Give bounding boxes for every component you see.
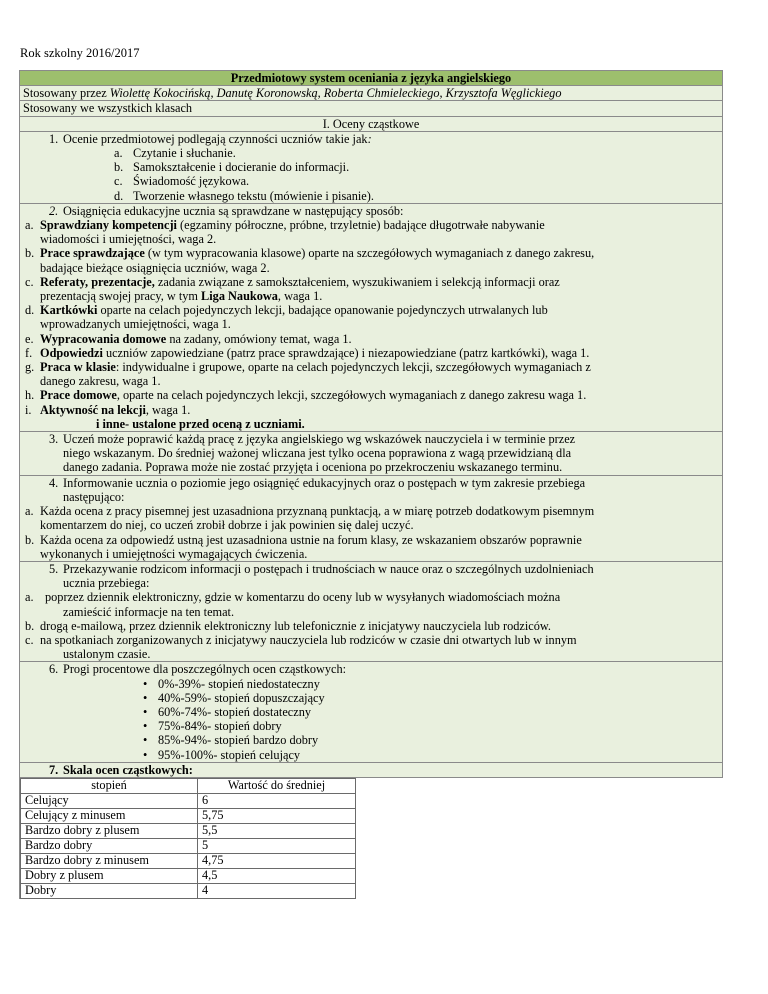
point-6 xyxy=(19,662,723,762)
document-title: Przedmiotowy system oceniania z języka angielskiego xyxy=(19,70,723,86)
list-item xyxy=(23,403,719,417)
point-5-text: ucznia przebiega: xyxy=(63,576,150,591)
item-marker: a. xyxy=(25,218,34,233)
threshold-item xyxy=(143,747,719,762)
item-bold: Odpowiedzi xyxy=(40,345,103,360)
item-text-cont: , waga 1. xyxy=(277,289,323,304)
list-item xyxy=(23,218,719,232)
item-bold: Prace sprawdzające xyxy=(40,246,145,261)
threshold-text: 40%-59%- stopień dopuszczający xyxy=(158,690,325,705)
item-text: na zadany, omówiony temat, waga 1. xyxy=(166,331,352,346)
item-marker: h. xyxy=(25,388,35,403)
used-by-row xyxy=(19,86,723,101)
grade-name: Bardzo dobry z plusem xyxy=(21,823,198,838)
grade-value: 5 xyxy=(198,838,356,853)
grade-value: 6 xyxy=(198,793,356,808)
table-header-row xyxy=(21,778,356,793)
list-item xyxy=(23,189,719,203)
grade-value: 5,75 xyxy=(198,808,356,823)
item-marker: a. xyxy=(25,590,34,605)
threshold-text: 0%-39%- stopień niedostateczny xyxy=(158,676,320,691)
item-marker: c. xyxy=(114,174,123,189)
used-in-row: Stosowany we wszystkich klasach xyxy=(19,101,723,116)
other-methods: i inne- ustalone przed oceną z uczniami. xyxy=(96,416,305,431)
point-1 xyxy=(19,132,723,204)
point-7-number: 7. xyxy=(49,762,59,777)
section-heading: I. Oceny cząstkowe xyxy=(19,117,723,132)
point-4-text: Informowanie ucznia o poziomie jego osiągnięć edukacyjnych oraz o postępach w tym zakresie przebiega xyxy=(63,475,586,490)
point-4-text: następująco: xyxy=(63,489,125,504)
bullet-icon: • xyxy=(143,719,148,734)
item-marker: b. xyxy=(114,160,124,175)
threshold-text: 60%-74%- stopień dostateczny xyxy=(158,704,311,719)
list-item xyxy=(23,388,719,402)
threshold-item xyxy=(143,733,719,748)
point-5-a: poprzez dziennik elektroniczny, gdzie w komentarzu do oceny lub w wysyłanych wiadomościach można xyxy=(45,590,561,605)
item-text: zadania związane z samokształceniem, wyszukiwaniem i selekcją informacji oraz xyxy=(154,274,560,289)
grade-scale-table xyxy=(20,778,356,899)
point-7-text: Skala ocen cząstkowych: xyxy=(63,762,193,777)
point-5-c: na spotkaniach zorganizowanych z inicjatywy nauczyciela lub rodziców w czasie dni otwartych lub w innym xyxy=(40,632,577,647)
list-item xyxy=(23,174,719,188)
table-row xyxy=(21,823,356,838)
grade-name: Celujący xyxy=(21,793,198,808)
point-5-a: zamieścić informacje na ten temat. xyxy=(63,604,235,619)
item-bold: Sprawdziany kompetencji xyxy=(40,218,177,233)
point-5 xyxy=(19,562,723,662)
item-marker: b. xyxy=(25,532,35,547)
table-row xyxy=(21,838,356,853)
item-marker: c. xyxy=(25,274,34,289)
item-text-cont: prezentacją swojej pracy, w tym xyxy=(40,289,202,304)
grading-document xyxy=(19,70,723,899)
point-3-text: niego wskazanym. Do średniej ważonej wliczana jest tylko ocena poprawiona z wagą przewidzianą dla xyxy=(63,446,572,461)
list-item xyxy=(23,246,719,260)
threshold-text: 95%-100%- stopień celujący xyxy=(158,747,301,762)
bullet-icon: • xyxy=(143,704,148,719)
item-text-cont: wiadomości i umiejętności, waga 2. xyxy=(40,232,217,247)
grade-value: 4,5 xyxy=(198,868,356,883)
header-value: Wartość do średniej xyxy=(198,778,356,793)
list-item xyxy=(23,332,719,346)
list-item xyxy=(23,303,719,317)
point-5-c: ustalonym czasie. xyxy=(63,647,151,662)
table-row xyxy=(21,868,356,883)
threshold-item xyxy=(143,719,719,734)
grade-name: Dobry z plusem xyxy=(21,868,198,883)
item-bold: Praca w klasie xyxy=(40,360,116,375)
header-grade: stopień xyxy=(21,778,198,793)
item-text: Czytanie i słuchanie. xyxy=(133,146,236,161)
item-marker: c. xyxy=(25,632,34,647)
point-2 xyxy=(19,204,723,432)
list-item xyxy=(23,146,719,160)
table-row xyxy=(21,808,356,823)
item-bold: Prace domowe xyxy=(40,388,117,403)
item-marker: d. xyxy=(25,303,35,318)
item-text: , waga 1. xyxy=(145,402,191,417)
bullet-icon: • xyxy=(143,747,148,762)
item-text: (egzaminy półroczne, próbne, trzyletnie) badające długotrwałe nabywanie xyxy=(176,218,545,233)
list-item xyxy=(23,275,719,289)
school-year: Rok szkolny 2016/2017 xyxy=(20,46,140,60)
bullet-icon: • xyxy=(143,733,148,748)
item-text: uczniów zapowiedziane (patrz prace sprawdzające) i niezapowiedziane (patrz kartkówki), waga 1. xyxy=(102,345,590,360)
point-5-text: Przekazywanie rodzicom informacji o postępach i trudnościach w nauce oraz o szczególnych uzdolnieniach xyxy=(63,561,594,576)
teacher-names: Wiolettę Kokocińską, Danutę Koronowską, Roberta Chmieleckiego, Krzysztofa Węglickiego xyxy=(109,86,562,101)
item-text: , oparte na celach pojedynczych lekcji, szczegółowych wymaganiach z danego zakresu waga 1. xyxy=(116,388,587,403)
point-4-b: wykonanych i umiejętności wymagających ćwiczenia. xyxy=(40,546,308,561)
liga-naukowa: Liga Naukowa xyxy=(201,289,278,304)
used-by-prefix: Stosowany przez xyxy=(23,86,110,101)
grade-value: 5,5 xyxy=(198,823,356,838)
point-7 xyxy=(19,763,723,778)
item-marker: a. xyxy=(25,504,34,519)
grade-name: Celujący z minusem xyxy=(21,808,198,823)
point-4-number: 4. xyxy=(49,475,59,490)
item-text: Tworzenie własnego tekstu (mówienie i pisanie). xyxy=(133,188,374,203)
point-4-a: komentarzem do niej, co uczeń zrobił dobrze i jak powinien się dalej uczyć. xyxy=(40,518,414,533)
item-marker: i. xyxy=(25,402,32,417)
item-marker: g. xyxy=(25,360,35,375)
point-3-text: danego zadania. Poprawa może nie zostać przyjęta i oceniona po przekroczeniu wskazanego terminu. xyxy=(63,460,563,475)
list-item xyxy=(23,160,719,174)
item-marker: d. xyxy=(114,188,124,203)
point-1-number: 1. xyxy=(49,131,59,146)
item-bold: Kartkówki xyxy=(40,303,98,318)
point-4-b: Każda ocena za odpowiedź ustną jest uzasadniona ustnie na forum klasy, ze wskazaniem obszarów poprawnie xyxy=(40,532,582,547)
table-row xyxy=(21,793,356,808)
threshold-item xyxy=(143,704,719,719)
point-6-number: 6. xyxy=(49,662,59,677)
point-2-number: 2. xyxy=(49,203,59,218)
bullet-icon: • xyxy=(143,690,148,705)
point-3-number: 3. xyxy=(49,432,59,447)
item-text-cont: wprowadzanych umiejętności, waga 1. xyxy=(40,317,231,332)
grade-scale-wrap xyxy=(19,778,723,899)
grade-name: Dobry xyxy=(21,883,198,898)
item-text: (w tym wypracowania klasowe) oparte na szczegółowych wymaganiach z danego zakresu, xyxy=(144,246,595,261)
point-4-a: Każda ocena z pracy pisemnej jest uzasadniona przyznaną punktacją, a w miarę potrzeb dodatkowym pisemnym xyxy=(40,504,595,519)
threshold-text: 75%-84%- stopień dobry xyxy=(158,719,282,734)
threshold-text: 85%-94%- stopień bardzo dobry xyxy=(158,733,319,748)
point-3-text: Uczeń może poprawić każdą pracę z języka angielskiego wg wskazówek nauczyciela i w terminie przez xyxy=(63,432,576,447)
grade-value: 4,75 xyxy=(198,853,356,868)
list-item xyxy=(23,360,719,374)
point-4 xyxy=(19,476,723,562)
item-marker: a. xyxy=(114,146,123,161)
item-marker: e. xyxy=(25,331,34,346)
list-item xyxy=(23,346,719,360)
item-bold: Aktywność na lekcji xyxy=(40,402,146,417)
table-row xyxy=(21,853,356,868)
point-2-text: Osiągnięcia edukacyjne ucznia są sprawdzane w następujący sposób: xyxy=(63,203,404,218)
grade-value: 4 xyxy=(198,883,356,898)
grade-name: Bardzo dobry xyxy=(21,838,198,853)
point-6-text: Progi procentowe dla poszczególnych ocen cząstkowych: xyxy=(63,662,347,677)
item-text-cont: badające bieżące osiągnięcia uczniów, waga 2. xyxy=(40,260,270,275)
item-marker: b. xyxy=(25,246,35,261)
item-marker: f. xyxy=(25,345,33,360)
item-text: Samokształcenie i docieranie do informacji. xyxy=(133,160,350,175)
item-marker: b. xyxy=(25,618,35,633)
point-5-number: 5. xyxy=(49,561,59,576)
point-3 xyxy=(19,432,723,476)
item-text: Świadomość językowa. xyxy=(133,174,250,189)
table-row xyxy=(21,883,356,898)
point-1-text: Ocenie przedmiotowej podlegają czynności uczniów takie jak xyxy=(63,131,368,146)
item-bold: Wypracowania domowe xyxy=(40,331,167,346)
threshold-item xyxy=(143,690,719,705)
point-1-colon: : xyxy=(367,131,372,146)
grade-name: Bardzo dobry z minusem xyxy=(21,853,198,868)
threshold-item xyxy=(143,676,719,691)
item-text-cont: danego zakresu, waga 1. xyxy=(40,374,161,389)
point-5-b: drogą e-mailową, przez dziennik elektroniczny lub telefonicznie z inicjatywy nauczyciela lub rodziców. xyxy=(40,618,552,633)
bullet-icon: • xyxy=(143,676,148,691)
item-text: oparte na celach pojedynczych lekcji, badające opanowanie pojedynczych utrwalanych lub xyxy=(97,303,548,318)
item-text: : indywidualne i grupowe, oparte na celach pojedynczych lekcji, szczegółowych wymaganiach z xyxy=(115,360,591,375)
item-bold: Referaty, prezentacje, xyxy=(40,274,155,289)
